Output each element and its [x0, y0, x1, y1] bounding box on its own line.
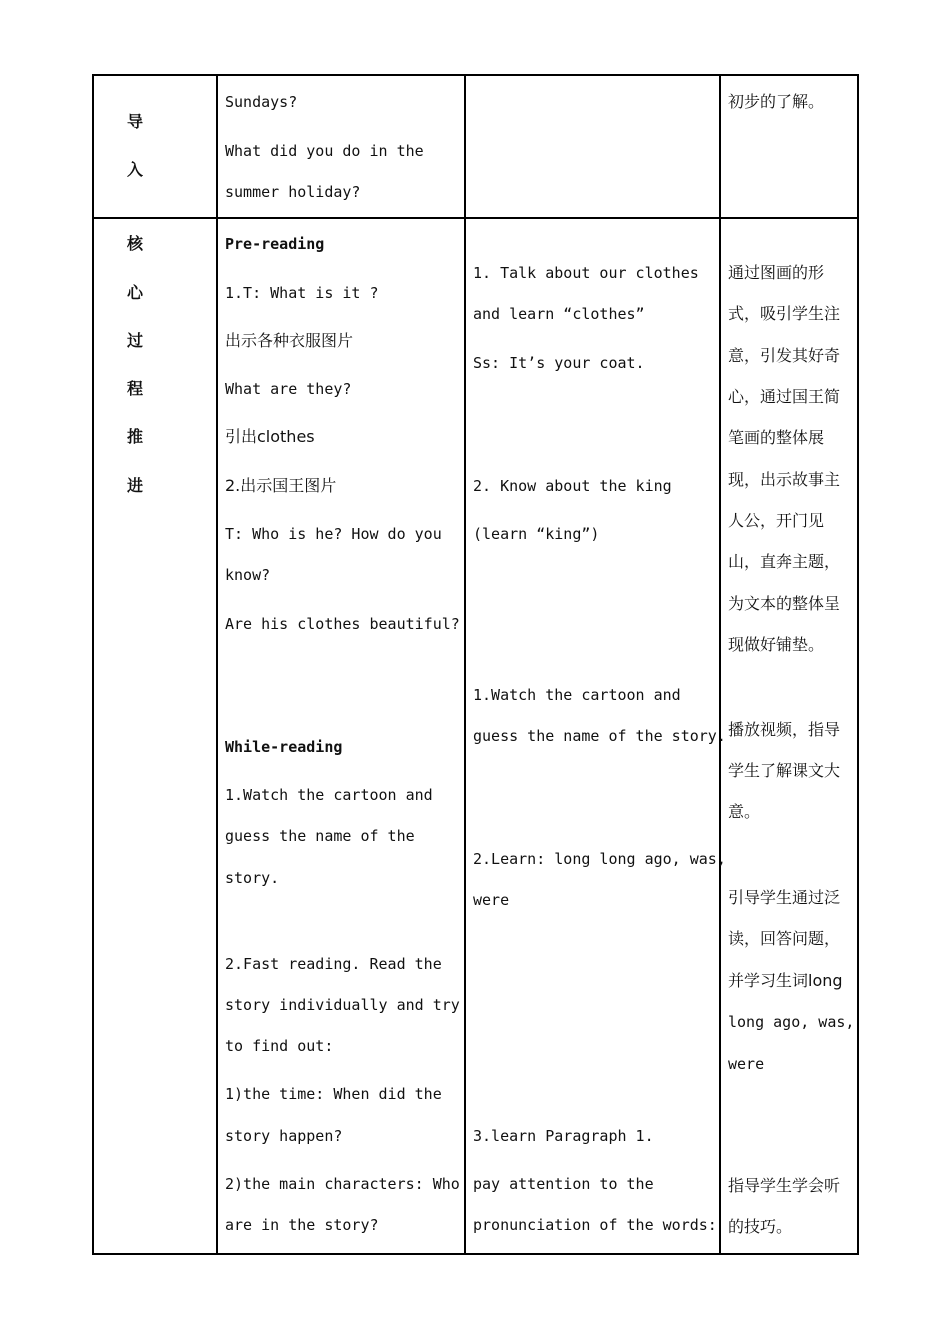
teacher-activity-line: 2.出示国王图片 — [225, 476, 337, 495]
purpose-line: 现，出示故事主 — [728, 470, 841, 489]
teacher-activity-line: guess the name of the — [225, 827, 415, 845]
teacher-activity-line: know? — [225, 566, 271, 584]
purpose-line: 并学习生词long — [728, 971, 843, 990]
purpose-line: 意。 — [728, 802, 761, 821]
core-label-char: 心 — [126, 283, 143, 302]
purpose-line: 学生了解课文大 — [728, 761, 841, 780]
teacher-activity-line: 1.Watch the cartoon and — [225, 786, 433, 804]
intro-activity-line: Sundays? — [225, 93, 298, 111]
teacher-activity-line: 1)the time: When did the — [225, 1085, 442, 1103]
student-activity-line: and learn “clothes” — [473, 305, 645, 323]
teacher-activity-line: are in the story? — [225, 1216, 379, 1234]
student-activity-line: pay attention to the — [473, 1175, 654, 1193]
purpose-line: 山，直奔主题， — [728, 552, 841, 571]
core-label-char: 推 — [126, 427, 143, 446]
purpose-line: 指导学生学会听 — [728, 1176, 841, 1195]
purpose-line: 式，吸引学生注 — [728, 304, 841, 323]
student-activity-line: Ss: It’s your coat. — [473, 354, 645, 372]
purpose-line: 为文本的整体呈 — [728, 594, 841, 613]
row-divider — [94, 217, 857, 219]
student-activity-line: guess the name of the story. — [473, 727, 726, 745]
intro-label-char: 导 — [126, 112, 143, 131]
purpose-line: 现做好铺垫。 — [728, 635, 825, 654]
core-label-char: 程 — [126, 379, 143, 398]
student-activity-line: pronunciation of the words: — [473, 1216, 717, 1234]
lesson-plan-table — [92, 74, 859, 1255]
teacher-activity-line: 2)the main characters: Who — [225, 1175, 460, 1193]
teacher-activity-line: Are his clothes beautiful? — [225, 615, 460, 633]
purpose-line: 意，引发其好奇 — [728, 346, 841, 365]
teacher-activity-line: story happen? — [225, 1127, 343, 1145]
purpose-line: long ago, was, — [728, 1013, 855, 1031]
teacher-activity-line: What are they? — [225, 380, 352, 398]
student-activity-line: 1.Watch the cartoon and — [473, 686, 681, 704]
teacher-activity-line: story. — [225, 869, 280, 887]
student-activity-line: 1. Talk about our clothes — [473, 264, 699, 282]
student-activity-line: 3.learn Paragraph 1. — [473, 1127, 654, 1145]
purpose-line: 读，回答问题， — [728, 929, 841, 948]
section-heading-pre-reading: Pre-reading — [225, 235, 325, 253]
intro-activity-line: summer holiday? — [225, 183, 361, 201]
student-activity-line: 2.Learn: long long ago, was, — [473, 850, 726, 868]
teacher-activity-line: 2.Fast reading. Read the — [225, 955, 442, 973]
student-activity-line: 2. Know about the king — [473, 477, 672, 495]
core-label-char: 进 — [126, 476, 143, 495]
purpose-line: 通过图画的形 — [728, 263, 825, 282]
column-divider — [216, 76, 218, 1253]
column-divider — [464, 76, 466, 1253]
teacher-activity-line: to find out: — [225, 1037, 334, 1055]
intro-purpose-line: 初步的了解。 — [728, 92, 825, 111]
purpose-line: 心，通过国王简 — [728, 387, 841, 406]
section-heading-while-reading: While-reading — [225, 738, 343, 756]
core-label-char: 过 — [126, 331, 143, 350]
teacher-activity-line: story individually and try — [225, 996, 460, 1014]
purpose-line: 笔画的整体展 — [728, 428, 825, 447]
purpose-line: were — [728, 1055, 765, 1073]
purpose-line: 人公，开门见 — [728, 511, 825, 530]
purpose-line: 的技巧。 — [728, 1217, 793, 1236]
core-label-char: 核 — [126, 234, 143, 253]
teacher-activity-line: T: Who is he? How do you — [225, 525, 442, 543]
teacher-activity-line: 出示各种衣服图片 — [225, 331, 354, 350]
column-divider — [719, 76, 721, 1253]
purpose-line: 播放视频，指导 — [728, 720, 841, 739]
student-activity-line: (learn “king”) — [473, 525, 600, 543]
student-activity-line: were — [473, 891, 510, 909]
intro-label-char: 入 — [126, 160, 143, 179]
teacher-activity-line: 引出clothes — [225, 427, 315, 446]
teacher-activity-line: 1.T: What is it ? — [225, 284, 379, 302]
intro-activity-line: What did you do in the — [225, 142, 424, 160]
purpose-line: 引导学生通过泛 — [728, 888, 841, 907]
